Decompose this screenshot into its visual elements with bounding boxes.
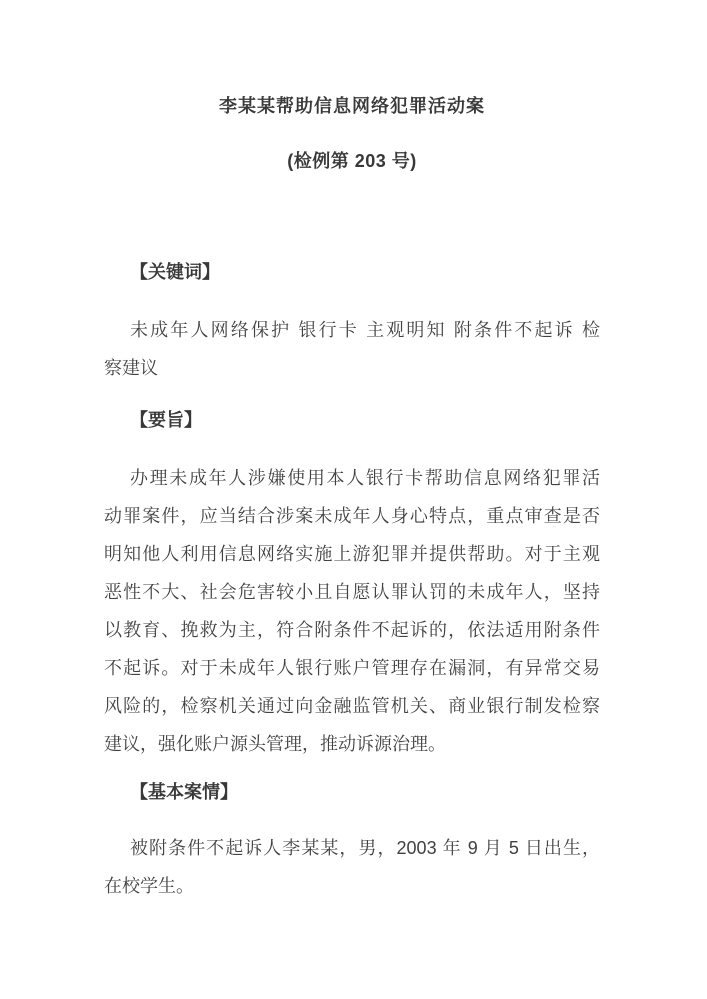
paragraph-line: 不起诉。对于未成年人银行账户管理存在漏洞，有异常交易 — [104, 658, 600, 678]
paragraph-line: 建议，强化账户源头管理，推动诉源治理。 — [104, 734, 446, 754]
basic-facts-paragraph — [104, 829, 600, 905]
paragraph-line: 办理未成年人涉嫌使用本人银行卡帮助信息网络犯罪活 — [130, 468, 600, 488]
paragraph-line: 被附条件不起诉人李某某，男，2003 年 9 月 5 日出生， — [130, 838, 600, 858]
paragraph-line: 以教育、挽救为主，符合附条件不起诉的，依法适用附条件 — [104, 620, 600, 640]
section-heading-basic-facts: 【基本案情】 — [130, 782, 238, 802]
paragraph-line: 恶性不大、社会危害较小且自愿认罪认罚的未成年人，坚持 — [104, 582, 600, 602]
summary-paragraph — [104, 459, 600, 763]
paragraph-line: 在校学生。 — [104, 876, 194, 896]
paragraph-line: 风险的，检察机关通过向金融监管机关、商业银行制发检察 — [104, 696, 600, 716]
document-title: 李某某帮助信息网络犯罪活动案 — [219, 96, 485, 116]
paragraph-line: 动罪案件，应当结合涉案未成年人身心特点，重点审查是否 — [104, 506, 600, 526]
section-heading-summary: 【要旨】 — [130, 410, 202, 430]
paragraph-line: 察建议 — [104, 358, 158, 378]
keywords-paragraph — [104, 311, 600, 387]
paragraph-line: 明知他人利用信息网络实施上游犯罪并提供帮助。对于主观 — [104, 544, 600, 564]
case-number: (检例第 203 号) — [287, 151, 417, 171]
section-heading-keywords: 【关键词】 — [130, 262, 220, 282]
paragraph-line: 未成年人网络保护 银行卡 主观明知 附条件不起诉 检 — [130, 320, 600, 340]
